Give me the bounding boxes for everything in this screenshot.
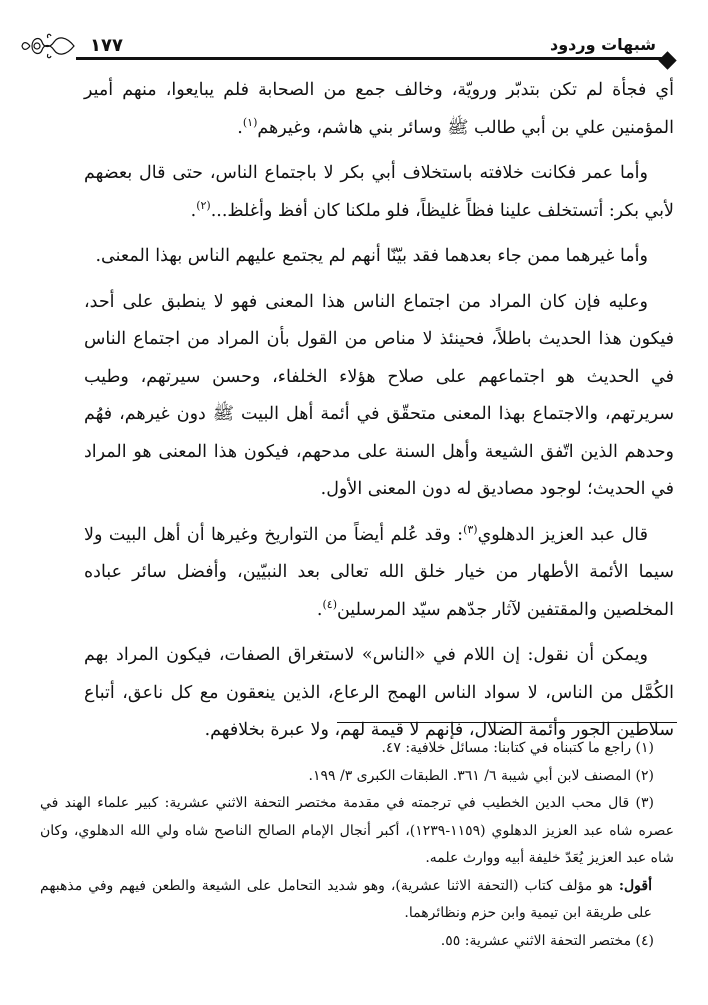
footnote-ref-1: (١) [242, 115, 258, 129]
paragraph-5: قال عبد العزيز الدهلوي$^{(٣)}$: وقد عُلم أيضاً من التواريخ وغيرها أن أهل البيت ولا سيما الأئمة الأطهار من خيار خلق الله تعالى بعد النبيّين، وأفضل سائر عباده المخلصين والمقتفين لآثار جدّهم سيّد المرسلين$^{(٤)}$. [84, 522, 674, 620]
diamond-icon [658, 51, 676, 69]
paragraph-2: وأما عمر فكانت خلافته باستخلاف أبي بكر لا باجتماع الناس، حتى قال بعضهم لأبي بكر: أتستخلف علينا فظاً غليظاً، فلو ملكنا كان أفظ وأغلظ...$^{(٢)}$. [84, 163, 674, 221]
paragraph-6: ويمكن أن نقول: إن اللام في «الناس» لاستغراق الصفات، فيكون المراد بهم الكُمَّل من الناس، لا سواد الناس الهمج الرعاع، الذين ينعقون مع كل ناعق، أتباع سلاطين الجور وأئمة الضلال، فإنهم لا قيمة لهم، ولا عبرة بخلافهم. [84, 645, 674, 740]
honorific-glyph: ﷺ [447, 117, 469, 138]
paragraph-1: أي فجأة لم تكن بتدبّر ورويّة، وخالف جمع من الصحابة فلم يبايعوا، منهم أمير المؤمنين علي بن أبي طالب ﷺ وسائر بني هاشم، وغيرهم$^{(١)}$. [84, 80, 674, 138]
paragraph-3: وأما غيرهما ممن جاء بعدهما فقد بيّنّا أنهم لم يجتمع عليهم الناس بهذا المعنى. [95, 246, 648, 266]
footnote-ref-3: (٣) [463, 522, 478, 536]
footnotes [40, 735, 674, 955]
footnote-3-note: أقول: هو مؤلف كتاب (التحفة الاثنا عشرية)، وهو شديد التحامل على الشيعة والطعن فيهم وفي مذهبهم على طريقة ابن تيمية وابن حزم ونظائرهما. [40, 877, 652, 921]
note-label: أقول: [618, 877, 652, 894]
footnote-4: (٤) مختصر التحفة الاثني عشرية: ٥٥. [440, 932, 654, 949]
footnote-ref-2: (٢) [196, 198, 211, 212]
running-title: شبهات وردود [549, 35, 656, 54]
footnote-1: (١) راجع ما كتبناه في كتابنا: مسائل خلافية: ٤٧. [381, 740, 654, 756]
floral-ornament-icon [20, 32, 76, 60]
page-header [26, 28, 672, 64]
honorific-glyph: ﷺ [212, 404, 234, 424]
page-number: ١٧٧ [90, 35, 123, 56]
footnote-2: (٢) المصنف لابن أبي شيبة ٦/ ٣٦١. الطبقات الكبرى ٣/ ١٩٩. [308, 767, 654, 784]
footnote-3: (٣) قال محب الدين الخطيب في ترجمته في مقدمة مختصر التحفة الاثني عشرية: كبير علماء الهند في عصره شاه عبد العزيز الدهلوي (١١٥٩-١٢٣٩)، أكبر أنجال الإمام الصالح الناصح شاه ولي الله الدهلوي، وكان شاه عبد العزيز يُعَدّ خليفة أبيه ووارث علمه. [40, 795, 674, 866]
main-text [84, 72, 674, 750]
paragraph-4: وعليه فإن كان المراد من اجتماع الناس هذا المعنى فهو لا ينطبق على أحد، فيكون هذا الحديث باطلاً، فحينئذ لا مناص من القول بأن المراد من اجتماع الناس في الحديث هو اجتماعهم على صلاح هؤلاء الخلفاء، وحسن سيرتهم، وطيب سريرتهم، والاجتماع بهذا المعنى متحقّق في أئمة أهل البيت ﷺ دون غيرهم، فهُم وحدهم الذين اتّفق الشيعة وأهل السنة على مدحهم، فيكون هذا المعنى هو المراد في الحديث؛ لوجود مصاديق له دون المعنى الأول. [84, 291, 674, 499]
header-rule [76, 57, 664, 60]
footnote-ref-4: (٤) [322, 597, 337, 611]
footnote-separator [337, 722, 677, 723]
